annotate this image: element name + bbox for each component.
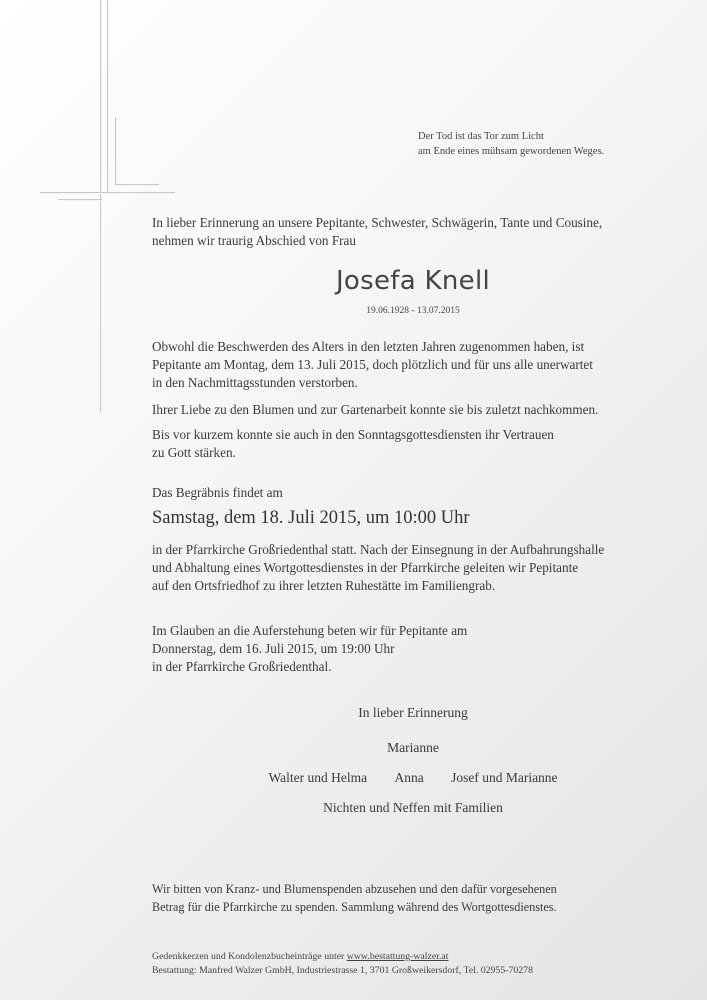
- mourner-name: Walter und Helma: [268, 770, 368, 785]
- mourners-relatives: Nichten und Neffen mit Familien: [323, 800, 503, 815]
- paragraph-line: in der Pfarrkirche Großriedenthal statt. Nach der Einsegnung in der Aufbahrungshalle: [152, 542, 605, 557]
- cross-line-vertical-inner: [107, 0, 108, 193]
- paragraph-line: Betrag für die Pfarrkirche zu spenden. Sammlung während des Wortgottesdienstes.: [152, 900, 557, 914]
- funeral-date: Samstag, dem 18. Juli 2015, um 10:00 Uhr: [152, 508, 470, 528]
- funeral-details: [152, 541, 604, 595]
- mourner-name: Anna: [394, 770, 424, 785]
- intro-line: nehmen wir traurig Abschied von Frau: [152, 233, 356, 248]
- paragraph-line: Bis vor kurzem konnte sie auch in den Sonntagsgottesdiensten ihr Vertrauen: [152, 427, 554, 442]
- cross-line-short-horizontal: [115, 184, 159, 185]
- cross-bar-inner: [58, 199, 102, 200]
- paragraph-line: auf den Ortsfriedhof zu ihrer letzten Ruhestätte im Familiengrab.: [152, 578, 496, 593]
- paragraph-line: Im Glauben an die Auferstehung beten wir für Pepitante am: [152, 623, 468, 638]
- motto: [418, 129, 604, 159]
- funeral-intro: Das Begräbnis findet am: [152, 485, 283, 500]
- cross-line-vertical: [100, 0, 101, 412]
- paragraph-line: zu Gott stärken.: [152, 445, 236, 460]
- donation-request: [152, 880, 557, 916]
- paragraph-line: in der Pfarrkirche Großriedenthal.: [152, 659, 332, 674]
- paragraph-line: Wir bitten von Kranz- und Blumenspenden abzusehen und den dafür vorgesehenen: [152, 882, 557, 896]
- paragraph-line: Pepitante am Montag, dem 13. Juli 2015, doch plötzlich und für uns alle unerwartet: [152, 357, 593, 372]
- cross-bar: [40, 192, 175, 193]
- paragraph-line: in den Nachmittagsstunden verstorben.: [152, 375, 358, 390]
- prayer-notice: [152, 622, 467, 676]
- paragraph-line: und Abhaltung eines Wortgottesdienstes in der Pfarrkirche geleiten wir Pepitante: [152, 560, 579, 575]
- motto-line: am Ende eines mühsam gewordenen Weges.: [418, 146, 605, 157]
- intro-line: In lieber Erinnerung an unsere Pepitante, Schwester, Schwägerin, Tante und Cousine,: [152, 215, 603, 230]
- mourner-name: Josef und Marianne: [451, 770, 558, 785]
- motto-line: Der Tod ist das Tor zum Licht: [418, 131, 544, 142]
- condolence-line: [152, 950, 533, 964]
- paragraph-passing: [152, 338, 593, 392]
- deceased-name: Josefa Knell: [335, 266, 491, 296]
- paragraph-faith: [152, 426, 554, 462]
- life-dates: 19.06.1928 - 13.07.2015: [366, 306, 460, 316]
- intro-text: [152, 214, 602, 250]
- mourners-row: [0, 770, 707, 786]
- mourners-heading: In lieber Erinnerung: [358, 705, 468, 720]
- paragraph-garden: Ihrer Liebe zu den Blumen und zur Gartenarbeit konnte sie bis zuletzt nachkommen.: [152, 402, 599, 417]
- mourner-name: Marianne: [387, 740, 439, 755]
- footer: [152, 950, 533, 978]
- paragraph-line: Obwohl die Beschwerden des Alters in den letzten Jahren zugenommen haben, ist: [152, 339, 585, 354]
- cross-line-short-vertical: [115, 117, 116, 185]
- website-link[interactable]: www.bestattung-walzer.at: [346, 951, 449, 962]
- condolence-text: Gedenkkerzen und Kondolenzbucheinträge unter: [152, 951, 347, 962]
- paragraph-line: Donnerstag, dem 16. Juli 2015, um 19:00 Uhr: [152, 641, 395, 656]
- undertaker-info: Bestattung: Manfred Walzer GmbH, Industriestrasse 1, 3701 Großweikersdorf, Tel. 02955-70278: [152, 965, 533, 976]
